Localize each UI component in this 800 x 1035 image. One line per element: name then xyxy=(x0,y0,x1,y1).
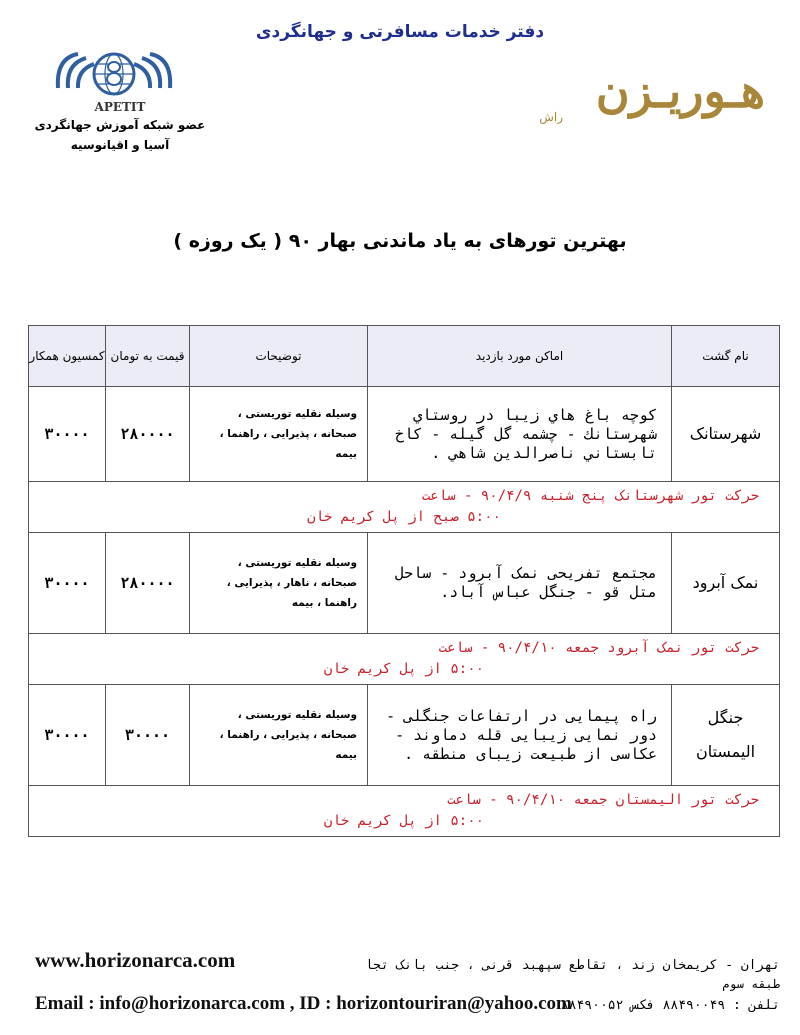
apetit-logo-icon xyxy=(50,48,178,98)
table-row xyxy=(29,685,779,786)
table-row xyxy=(29,533,779,634)
tour-commission: ۳۰۰۰۰ xyxy=(44,574,90,592)
departure-line-2: ۵:۰۰ از پل کریم خان xyxy=(323,813,485,829)
member-line-2: آسیا و اقیانوسیه xyxy=(70,138,170,152)
tour-name: شهرستانک xyxy=(671,387,779,481)
table-header-row xyxy=(29,326,779,387)
tour-price: ۲۸۰۰۰۰ xyxy=(105,533,189,633)
tour-departure xyxy=(29,634,779,685)
header-price: قیمت به تومان xyxy=(105,326,189,386)
table-row xyxy=(29,387,779,482)
tour-places: راه پیمایی در ارتفاعات جنگلی - دور نمایی زیبایی قله دماوند - عکاسی از طبیعت زیبای منطقه . xyxy=(367,685,671,785)
tour-places: مجتمع تفریحی نمک آبرود - ساحل متل قو - جنگل عباس آباد. xyxy=(367,533,671,633)
footer-floor: طبقه سوم xyxy=(722,977,780,991)
tour-description: وسیله نقلیه توریستی ، صبحانه ، ناهار ، پذیرایی ، راهنما ، بیمه xyxy=(189,533,367,633)
tour-name: نمک آبرود xyxy=(671,533,779,633)
tour-commission: ۳۰۰۰۰ xyxy=(44,726,90,744)
horizon-brand-logo xyxy=(515,55,775,135)
tour-description: وسیله نقلیه توریستی ، صبحانه ، پذیرایی ، راهنما ، بیمه xyxy=(189,387,367,481)
member-line-1: عضو شبکه آموزش جهانگردی xyxy=(34,118,206,132)
tour-commission: ۳۰۰۰۰ xyxy=(44,425,90,443)
header-description: توضیحات xyxy=(189,326,367,386)
footer-phone-fax: تلفن : ۸۸۴۹۰۰۴۹ فکس ۸۸۴۹۰۰۵۲ xyxy=(560,998,780,1013)
tour-name: جنگل الیمستان xyxy=(671,685,779,785)
departure-line-1: حرکت تور شهرستانک پنج شنبه ۹۰/۴/۹ - ساعت xyxy=(421,488,759,504)
brand-name: هـوریـزن xyxy=(595,64,765,118)
departure-line-2: ۵:۰۰ از پل کریم خان xyxy=(323,661,485,677)
tour-departure xyxy=(29,786,779,836)
tours-table xyxy=(28,325,780,837)
tour-price: ۳۰۰۰۰ xyxy=(105,685,189,785)
brand-sub: راش xyxy=(539,110,563,124)
header-commission: کمسیون همکار xyxy=(29,349,105,363)
tour-places: کوچه باغ هاي زيبا در روستاي شهرستانك - چشمه گل گيله - كاخ تابستاني ناصرالدين شاهي . xyxy=(367,387,671,481)
footer-website-link[interactable]: www.horizonarca.com xyxy=(35,948,236,972)
footer-email-line[interactable]: Email : info@horizonarca.com , ID : horizontouriran@yahoo.com xyxy=(35,993,572,1014)
tour-departure xyxy=(29,482,779,533)
page-heading: بهترین تورهای به یاد ماندنی بهار ۹۰ ( یک روزه ) xyxy=(173,230,627,252)
tour-price: ۲۸۰۰۰۰ xyxy=(105,387,189,481)
tour-description: وسیله نقلیه توریستی ، صبحانه ، پذیرایی ، راهنما ، بیمه xyxy=(189,685,367,785)
header-tour-name: نام گشت xyxy=(671,326,779,386)
agency-title: دفتر خدمات مسافرتی و جهانگردی xyxy=(255,22,545,42)
departure-line-1: حرکت تور الیمستان جمعه ۹۰/۴/۱۰ - ساعت xyxy=(447,792,759,808)
footer-address: تهران - کریمخان زند ، تقاطع سپهبد قرنی ، جنب بانک تجا xyxy=(365,958,780,973)
departure-line-1: حرکت تور نمک آبرود جمعه ۹۰/۴/۱۰ - ساعت xyxy=(438,640,759,656)
departure-line-2: ۵:۰۰ صبح از پل کریم خان xyxy=(307,509,501,525)
header-places: اماکن مورد بازدید xyxy=(367,326,671,386)
apetit-name: APETIT xyxy=(94,100,146,114)
